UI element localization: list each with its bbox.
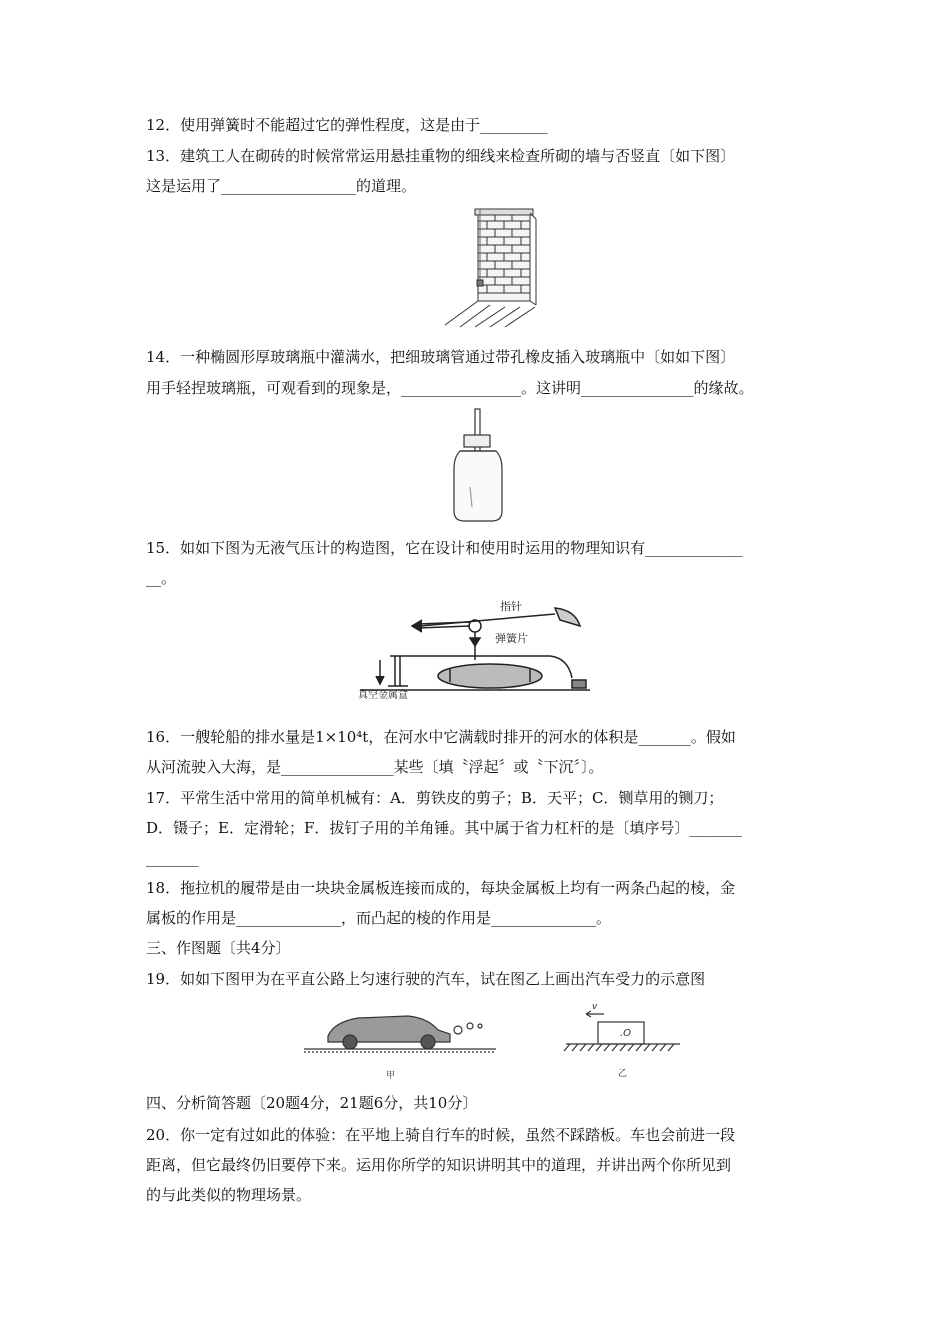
fig19-label-v: v <box>592 1002 598 1012</box>
q14-line2: 用手轻捏玻璃瓶，可观看到的现象是，________________。这讲明_______________的缘故。 <box>146 379 754 397</box>
car-figure-jia <box>304 1016 496 1052</box>
glass-bottle-figure <box>448 407 508 525</box>
q16-line2: 从河流驶入大海，是_______________某些〔填〝浮起〞或〝下沉〞〕。 <box>146 758 604 776</box>
q20-line2: 距离，但它最终仍旧要停下来。运用你所学的知识讲明其中的道理，并讲出两个你所见到 <box>146 1156 732 1174</box>
barometer-label-box: 真空金属盒 <box>358 690 408 700</box>
q20-line1: 20．你一定有过如此的体验：在平地上骑自行车的时候，虽然不踩踏板。车也会前进一段 <box>146 1126 736 1144</box>
q16-line1: 16．一艘轮船的排水量是1×10⁴t，在河水中它满载时排开的河水的体积是_______。假如 <box>146 728 736 746</box>
section-4-heading: 四、分析简答题〔20题4分，21题6分，共10分〕 <box>146 1094 478 1112</box>
barometer-label-spring: 弹簧片 <box>495 632 528 645</box>
q13-line2: 这是运用了__________________的道理。 <box>146 177 417 195</box>
barometer-figure <box>350 598 600 700</box>
fig19-label-yi: 乙 <box>618 1069 628 1079</box>
q17-line2: D．镊子；E．定滑轮；F．拔钉子用的羊角锤。其中属于省力杠杆的是〔填序号〕_______ <box>146 819 742 837</box>
barometer-label-pointer: 指针 <box>500 600 522 613</box>
q20-line3: 的与此类似的物理场景。 <box>146 1186 312 1204</box>
q19-text: 19．如如下图甲为在平直公路上匀速行驶的汽车，试在图乙上画出汽车受力的示意图 <box>146 970 706 988</box>
q12-text: 12．使用弹簧时不能超过它的弹性程度，这是由于_________ <box>146 116 548 134</box>
q17-line3: _______ <box>146 849 199 867</box>
fig19-label-jia: 甲 <box>386 1071 396 1081</box>
q15-line1: 15．如如下图为无液气压计的构造图，它在设计和使用时运用的物理知识有_____________ <box>146 539 743 557</box>
car-figures <box>300 1000 700 1084</box>
q15-line2: __。 <box>146 569 177 587</box>
q13-line1: 13．建筑工人在砌砖的时候常常运用悬挂重物的细线来检查所砌的墙与否竖直〔如下图〕 <box>146 147 736 165</box>
q18-line1: 18．拖拉机的履带是由一块块金属板连接而成的，每块金属板上均有一两条凸起的棱，金 <box>146 879 736 897</box>
q18-line2: 属板的作用是______________，而凸起的棱的作用是______________。 <box>146 909 612 927</box>
fig19-label-o: .O <box>620 1028 632 1039</box>
q14-line1: 14．一种椭圆形厚玻璃瓶中灌满水，把细玻璃管通过带孔橡皮插入玻璃瓶中〔如如下图〕 <box>146 348 736 366</box>
brick-wall-figure <box>440 205 540 330</box>
q17-line1: 17．平常生活中常用的简单机械有：A．剪铁皮的剪子；B．天平；C．铡草用的铡刀； <box>146 789 724 807</box>
section-3-heading: 三、作图题〔共4分〕 <box>146 939 291 957</box>
